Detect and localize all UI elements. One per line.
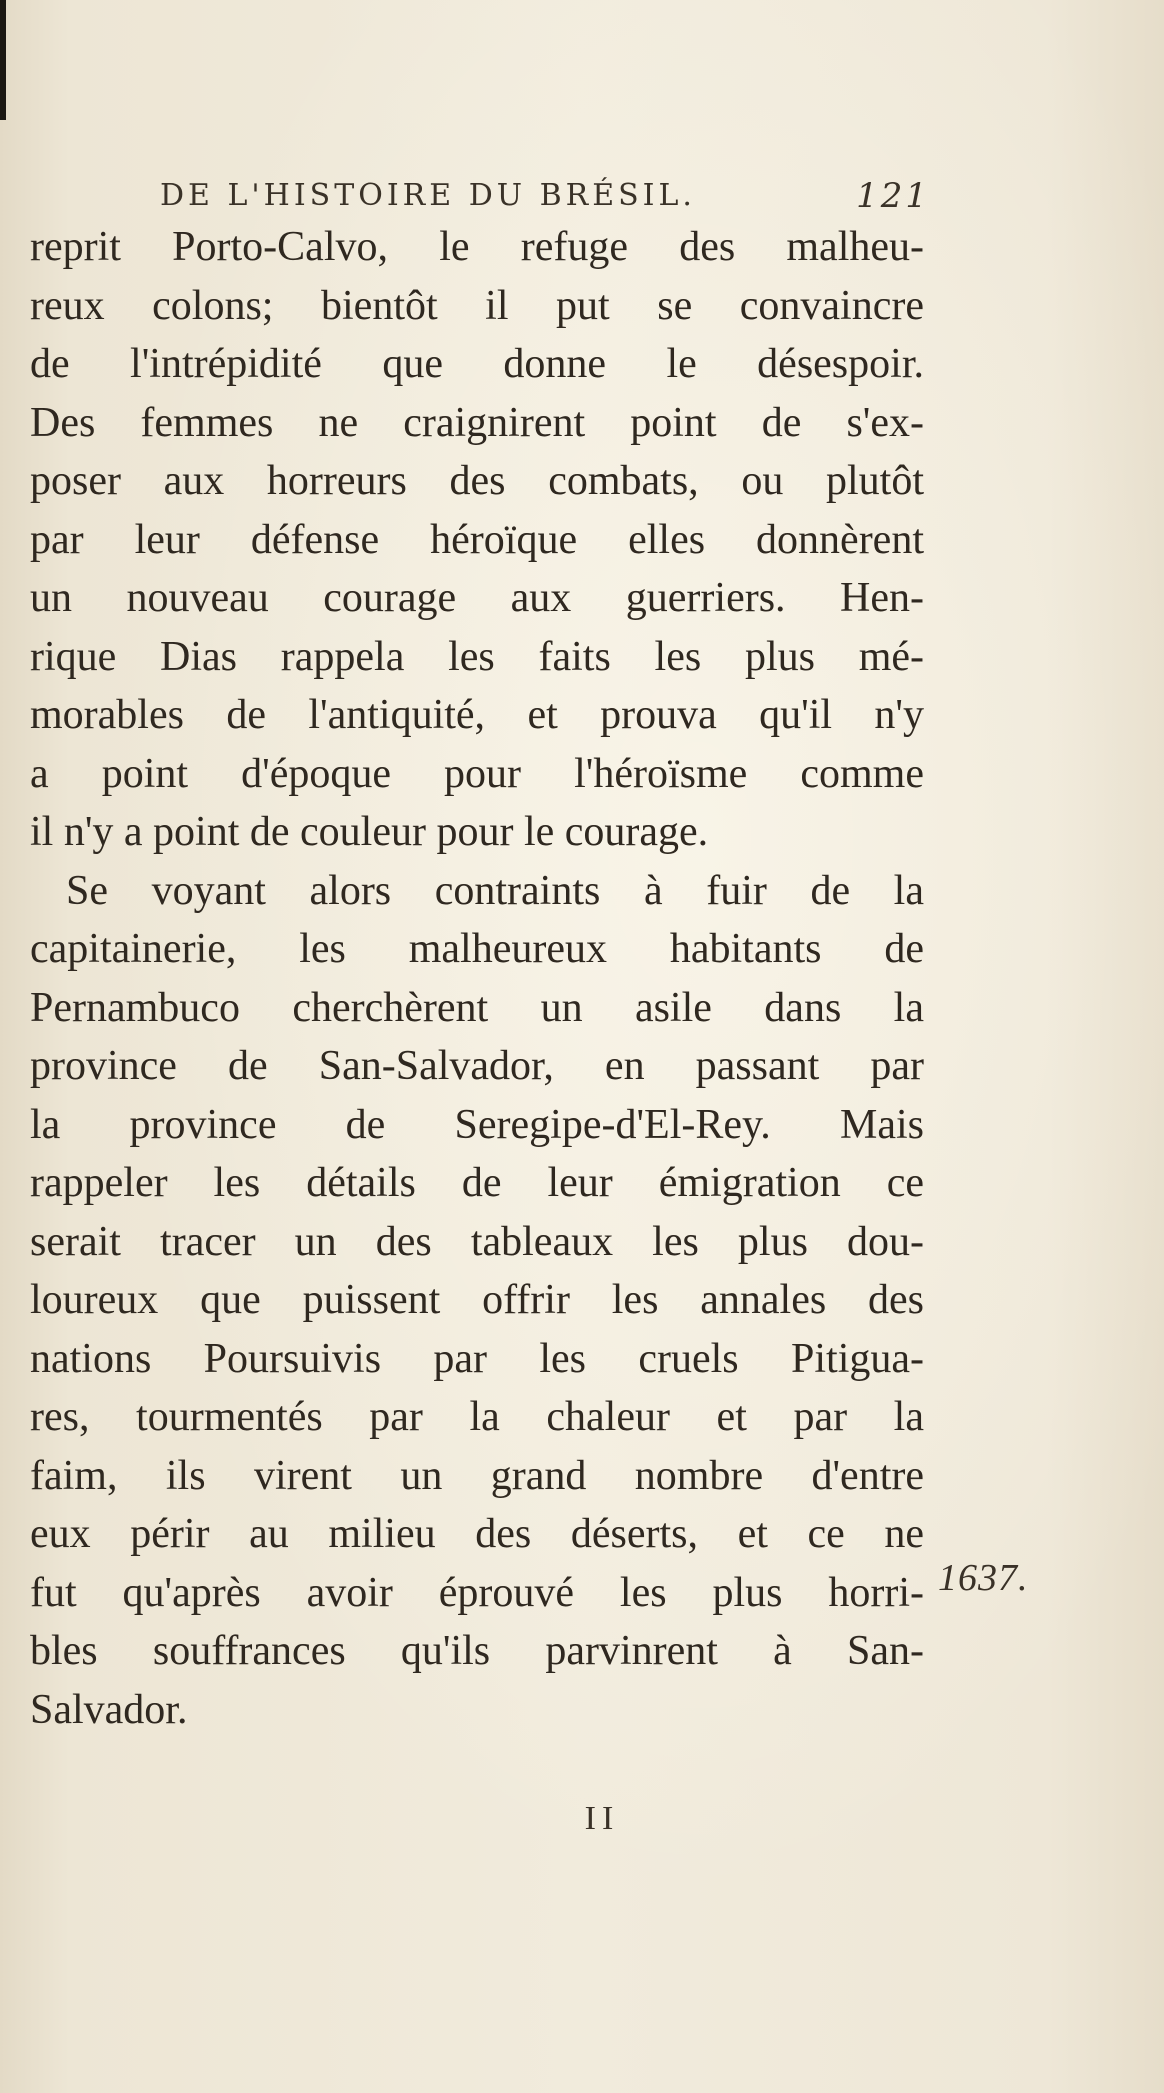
text-line: Salvador.: [30, 1686, 188, 1733]
text-line: a point d'époque pour l'héroïsme comme: [30, 750, 924, 797]
text-line: fut qu'après avoir éprouvé les plus horri-: [30, 1569, 924, 1616]
text-line: morables de l'antiquité, et prouva qu'il n'y: [30, 692, 924, 738]
text-line: de l'intrépidité que donne le désespoir.: [30, 341, 924, 387]
text-line: province de San-Salvador, en passant par: [30, 1043, 924, 1089]
text-line: Se voyant alors contraints à fuir de la: [66, 867, 924, 914]
signature-mark: II: [584, 1800, 620, 1837]
text-line: un nouveau courage aux guerriers. Hen-: [30, 575, 924, 621]
text-line: reux colons; bientôt il put se convaincre: [30, 282, 924, 329]
text-line: Des femmes ne craignirent point de s'ex-: [30, 399, 924, 446]
text-line: faim, ils virent un grand nombre d'entre: [30, 1452, 924, 1499]
text-line: reprit Porto-Calvo, le refuge des malheu-: [30, 224, 924, 270]
text-line: eux périr au milieu des déserts, et ce ne: [30, 1511, 924, 1557]
text-line: bles souffrances qu'ils parvinrent à San-: [30, 1628, 924, 1674]
text-line: res, tourmentés par la chaleur et par la: [30, 1394, 924, 1440]
text-line: nations Poursuivis par les cruels Pitigua-: [30, 1335, 924, 1382]
page-header: [160, 170, 930, 222]
text-line: la province de Seregipe-d'El-Rey. Mais: [30, 1101, 924, 1148]
margin-date-note: 1637.: [938, 1557, 1029, 1599]
text-line: serait tracer un des tableaux les plus dou-: [30, 1218, 924, 1265]
text-line: rappeler les détails de leur émigration ce: [30, 1160, 924, 1206]
running-title: DE L'HISTOIRE DU BRÉSIL.: [160, 178, 696, 213]
text-line: capitainerie, les malheureux habitants de: [30, 926, 924, 972]
text-line: poser aux horreurs des combats, ou plutôt: [30, 458, 924, 504]
text-line: loureux que puissent offrir les annales des: [30, 1277, 924, 1323]
text-line: Pernambuco cherchèrent un asile dans la: [30, 984, 924, 1031]
text-line: il n'y a point de couleur pour le courage.: [30, 809, 709, 855]
text-line: rique Dias rappela les faits les plus mé-: [30, 633, 924, 680]
body-text: [30, 218, 924, 1739]
text-line: par leur défense héroïque elles donnèrent: [30, 516, 924, 563]
page-number: 121: [856, 176, 930, 216]
binding-gutter: [0, 0, 6, 120]
